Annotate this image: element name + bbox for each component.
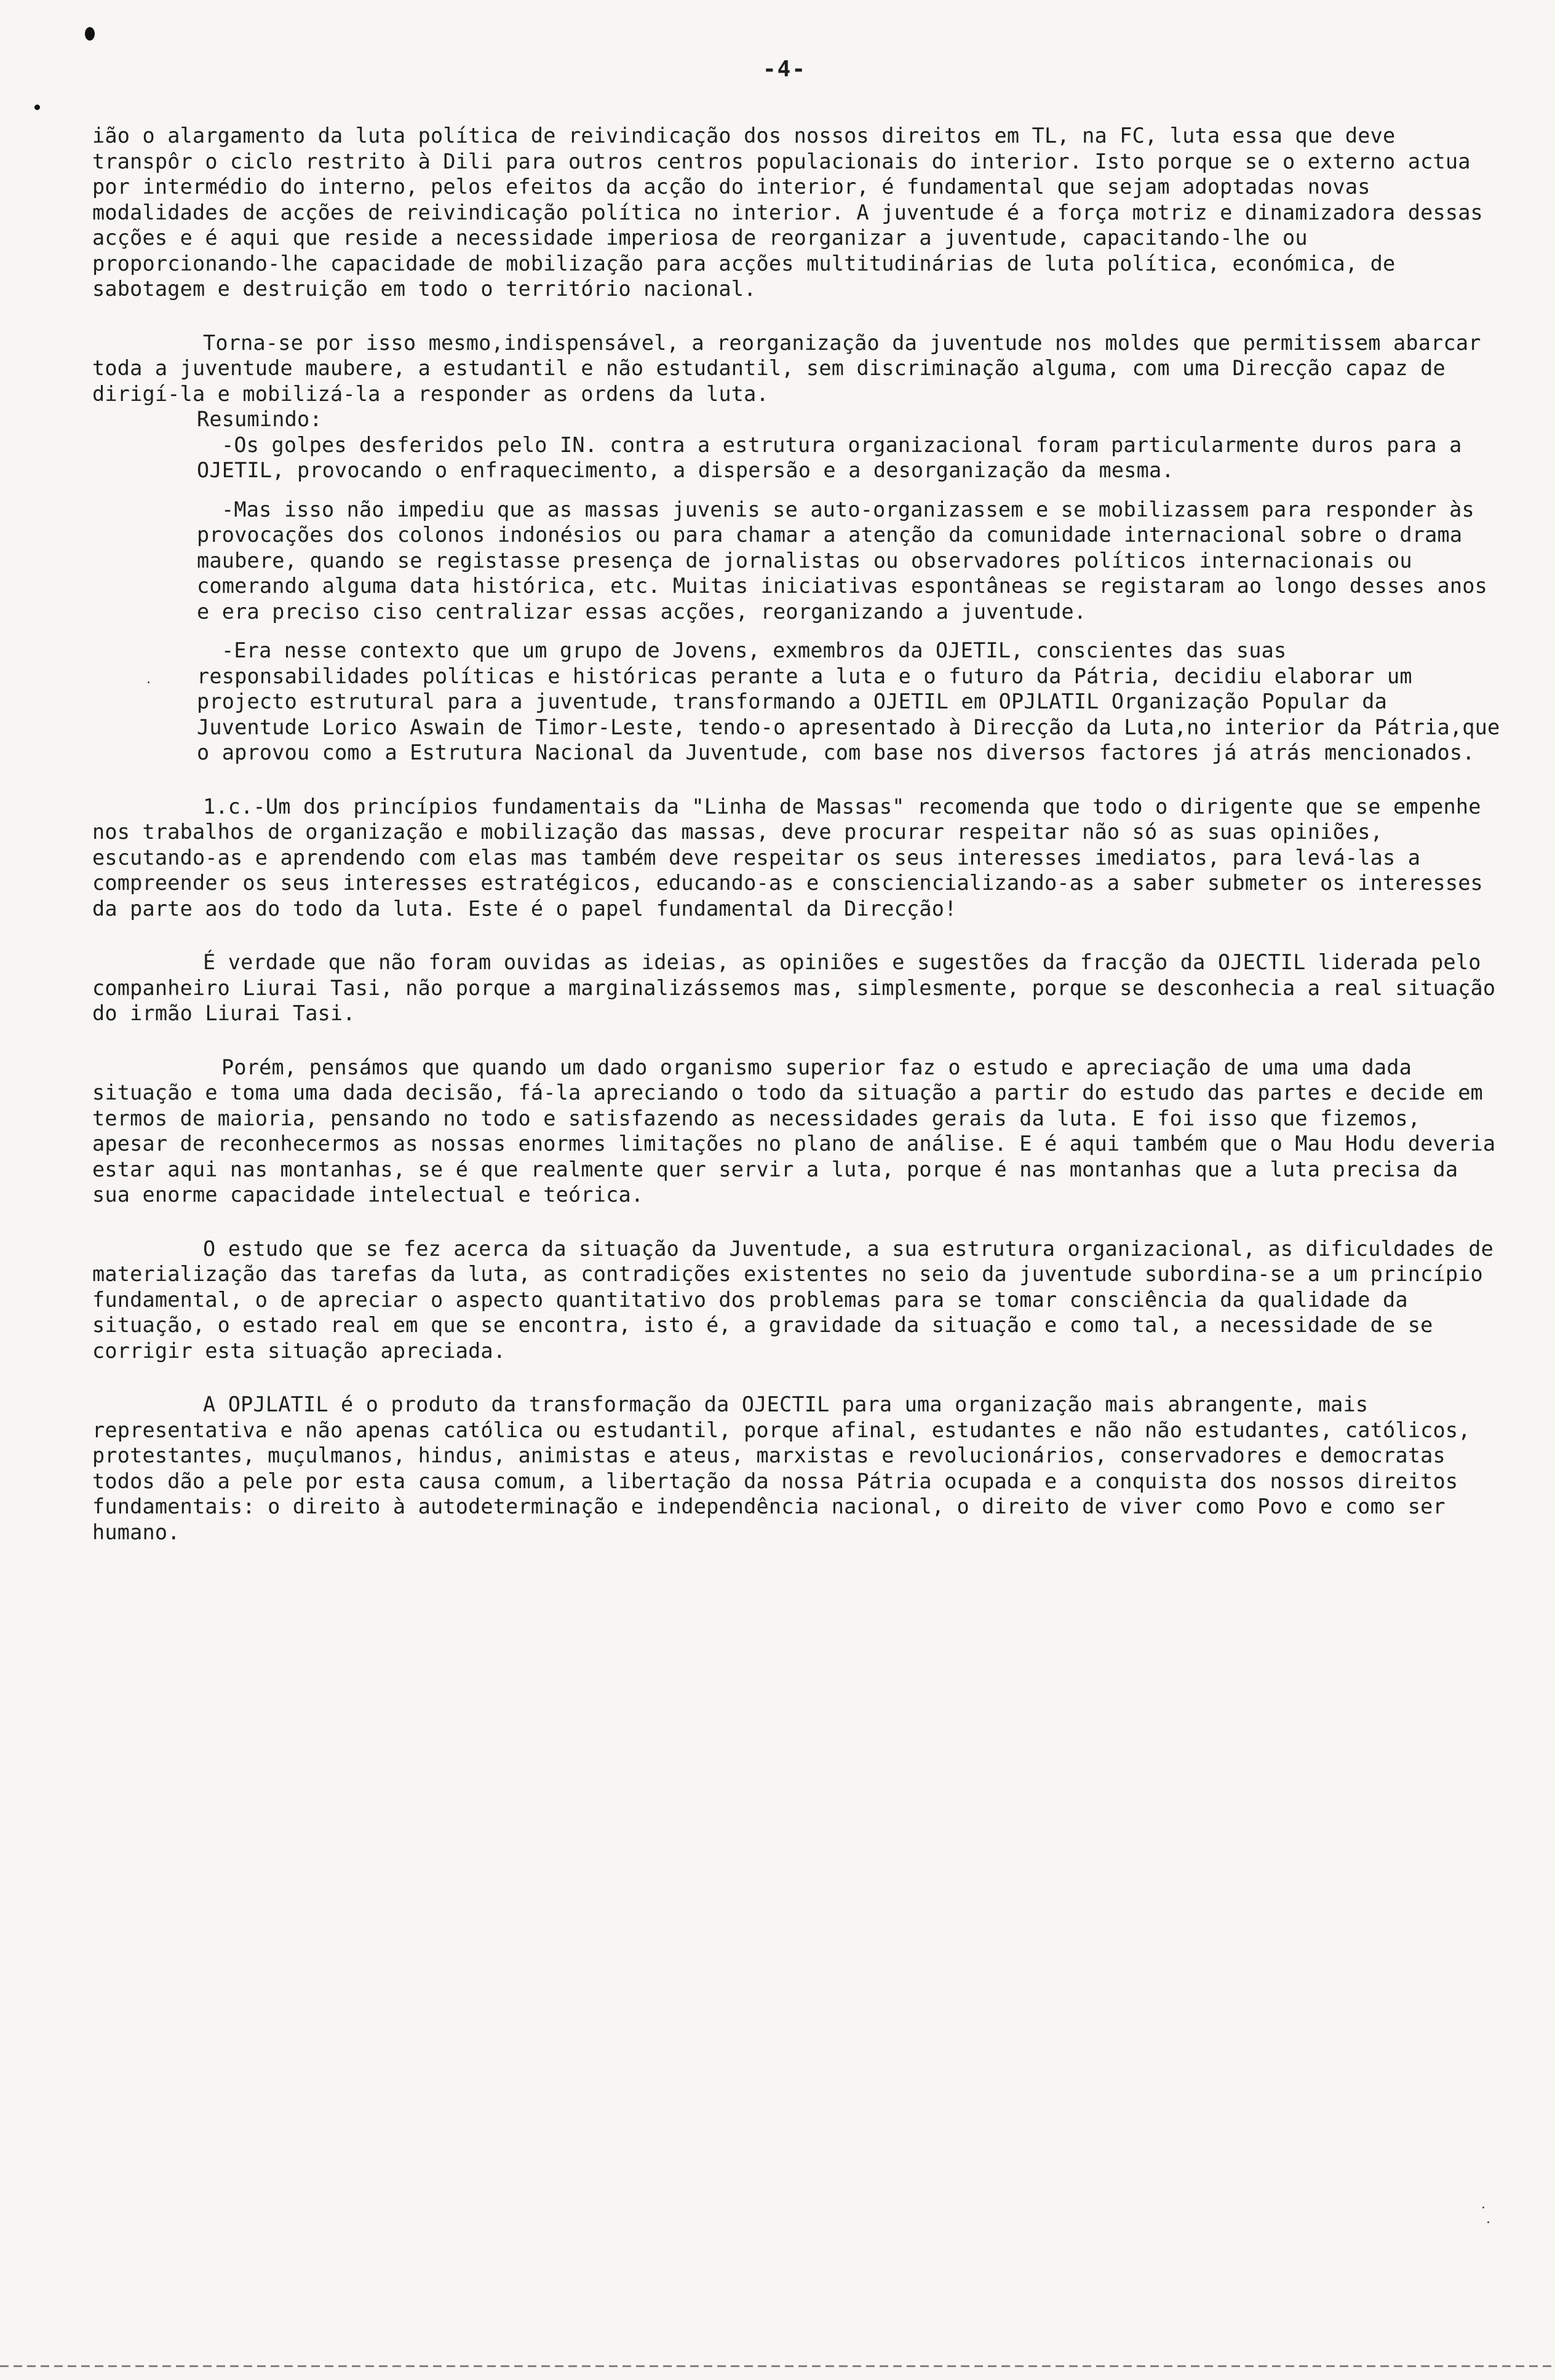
paragraph-porem: Porém, pensámos que quando um dado organismo superior faz o estudo e apreciação de uma uma dada situação e toma uma dada decisão, fá-la apreciando o todo da situação a partir do estudo das partes e decide em termos de maioria, pensando no todo e satisfazendo as necessidades gerais da luta. E foi isso que fizemos, apesar de reconhecermos as nossas enormes limitações no plano de análise. E é aqui também que o Mau Hodu deveria estar aqui nas montanhas, se é que realmente quer servir a luta, porque é nas montanhas que a luta precisa da sua enorme capacidade intelectual e teórica.	[92, 1055, 1496, 1207]
summary-point-1: -Os golpes desferidos pelo IN. contra a estrutura organizacional foram particularmente duros para a OJETIL, provocando o enfraquecimento, a dispersão e a desorganização da mesma.	[197, 432, 1462, 482]
summary-point-2: -Mas isso não impediu que as massas juvenis se auto-organizassem e se mobilizassem para responder às provocações dos colonos indonésios ou para chamar a atenção da comunidade internacional sobre o drama maubere, quando se registasse presença de jornalistas ou observadores políticos internacionais ou comerando alguma data histórica, etc. Muitas iniciativas espontâneas se registaram ao longo desses anos e era preciso ciso centralizar essas acções, reorganizando a juventude.	[197, 497, 1487, 624]
summary-point-3: -Era nesse contexto que um grupo de Jovens, exmembros da OJETIL, conscientes das suas responsabilidades políticas e históricas perante a luta e o futuro da Pátria, decidiu elaborar um projecto estrutural para a juventude, transformando a OJETIL em OPJLATIL Organização Popular da Juventude Lorico Aswain de Timor-Leste, tendo-o apresentado à Direcção da Luta,no interior da Pátria,que o aprovou como a Estrutura Nacional da Juventude, com base nos diversos factores já atrás mencionados.	[197, 638, 1500, 764]
scan-speck-small	[34, 105, 40, 110]
scan-speck	[1482, 2207, 1484, 2208]
page-number: -4-	[763, 57, 807, 82]
bottom-edge-rule	[0, 2365, 1555, 2367]
paragraph-1: ião o alargamento da luta política de reivindicação dos nossos direitos em TL, na FC, luta essa que deve transpôr o ciclo restrito à Dili para outros centros populacionais do interior. Isto porque se o externo actua por intermédio do interno, pelos efeitos da acção do interior, é fundamental que sejam adoptadas novas modalidades de acções de reivindicação política no interior. A juventude é a força motriz e dinamizadora dessas acções e é aqui que reside a necessidade imperiosa de reorganizar a juventude, capacitando-lhe ou proporcionando-lhe capacidade de mobilização para acções multitudinárias de luta política, económica, de sabotagem e destruição em todo o território nacional.	[92, 124, 1483, 301]
paragraph-estudo: O estudo que se fez acerca da situação da Juventude, a sua estrutura organizacional, as dificuldades de materialização das tarefas da luta, as contradições existentes no seio da juventude subordina-se a um princípio fundamental, o de apreciar o aspecto quantitativo dos problemas para se tomar consciência da qualidade da situação, o estado real em que se encontra, isto é, a gravidade da situação e como tal, a necessidade de se corrigir esta situação apreciada.	[92, 1236, 1493, 1363]
resumindo-label: Resumindo:	[197, 407, 322, 431]
scan-speck	[1487, 2221, 1489, 2223]
paragraph-2: Torna-se por isso mesmo,indispensável, a reorganização da juventude nos moldes que permitissem abarcar toda a juventude maubere, a estudantil e não estudantil, sem discriminação alguma, com uma Direcção capaz de dirigí-la e mobilizá-la a responder as ordens da luta.	[92, 330, 1481, 406]
body-text	[92, 123, 1507, 1545]
paragraph-1c: 1.c.-Um dos princípios fundamentais da "Linha de Massas" recomenda que todo o dirigente que se empenhe nos trabalhos de organização e mobilização das massas, deve procurar respeitar não só as suas opiniões, escutando-as e aprendendo com elas mas também deve respeitar os seus interesses imediatos, para levá-las a compreender os seus interesses estratégicos, educando-as e consciencializando-as a saber submeter os interesses da parte aos do todo da luta. Este é o papel fundamental da Direcção!	[92, 794, 1483, 921]
paragraph-opjlatil: A OPJLATIL é o produto da transformação da OJECTIL para uma organização mais abrangente, mais representativa e não apenas católica ou estudantil, porque afinal, estudantes e não não estudantes, católicos, protestantes, muçulmanos, hindus, animistas e ateus, marxistas e revolucionários, conservadores e democratas todos dão a pele por esta causa comum, a libertação da nossa Pátria ocupada e a conquista dos nossos direitos fundamentais: o direito à autodeterminação e independência nacional, o direito de viver como Povo e como ser humano.	[92, 1392, 1471, 1544]
paragraph-verdade: É verdade que não foram ouvidas as ideias, as opiniões e sugestões da fracção da OJECTIL liderada pelo companheiro Liurai Tasi, não porque a marginalizássemos mas, simplesmente, porque se desconhecia a real situação do irmão Liurai Tasi.	[92, 950, 1496, 1025]
scan-speck-large	[85, 27, 95, 41]
